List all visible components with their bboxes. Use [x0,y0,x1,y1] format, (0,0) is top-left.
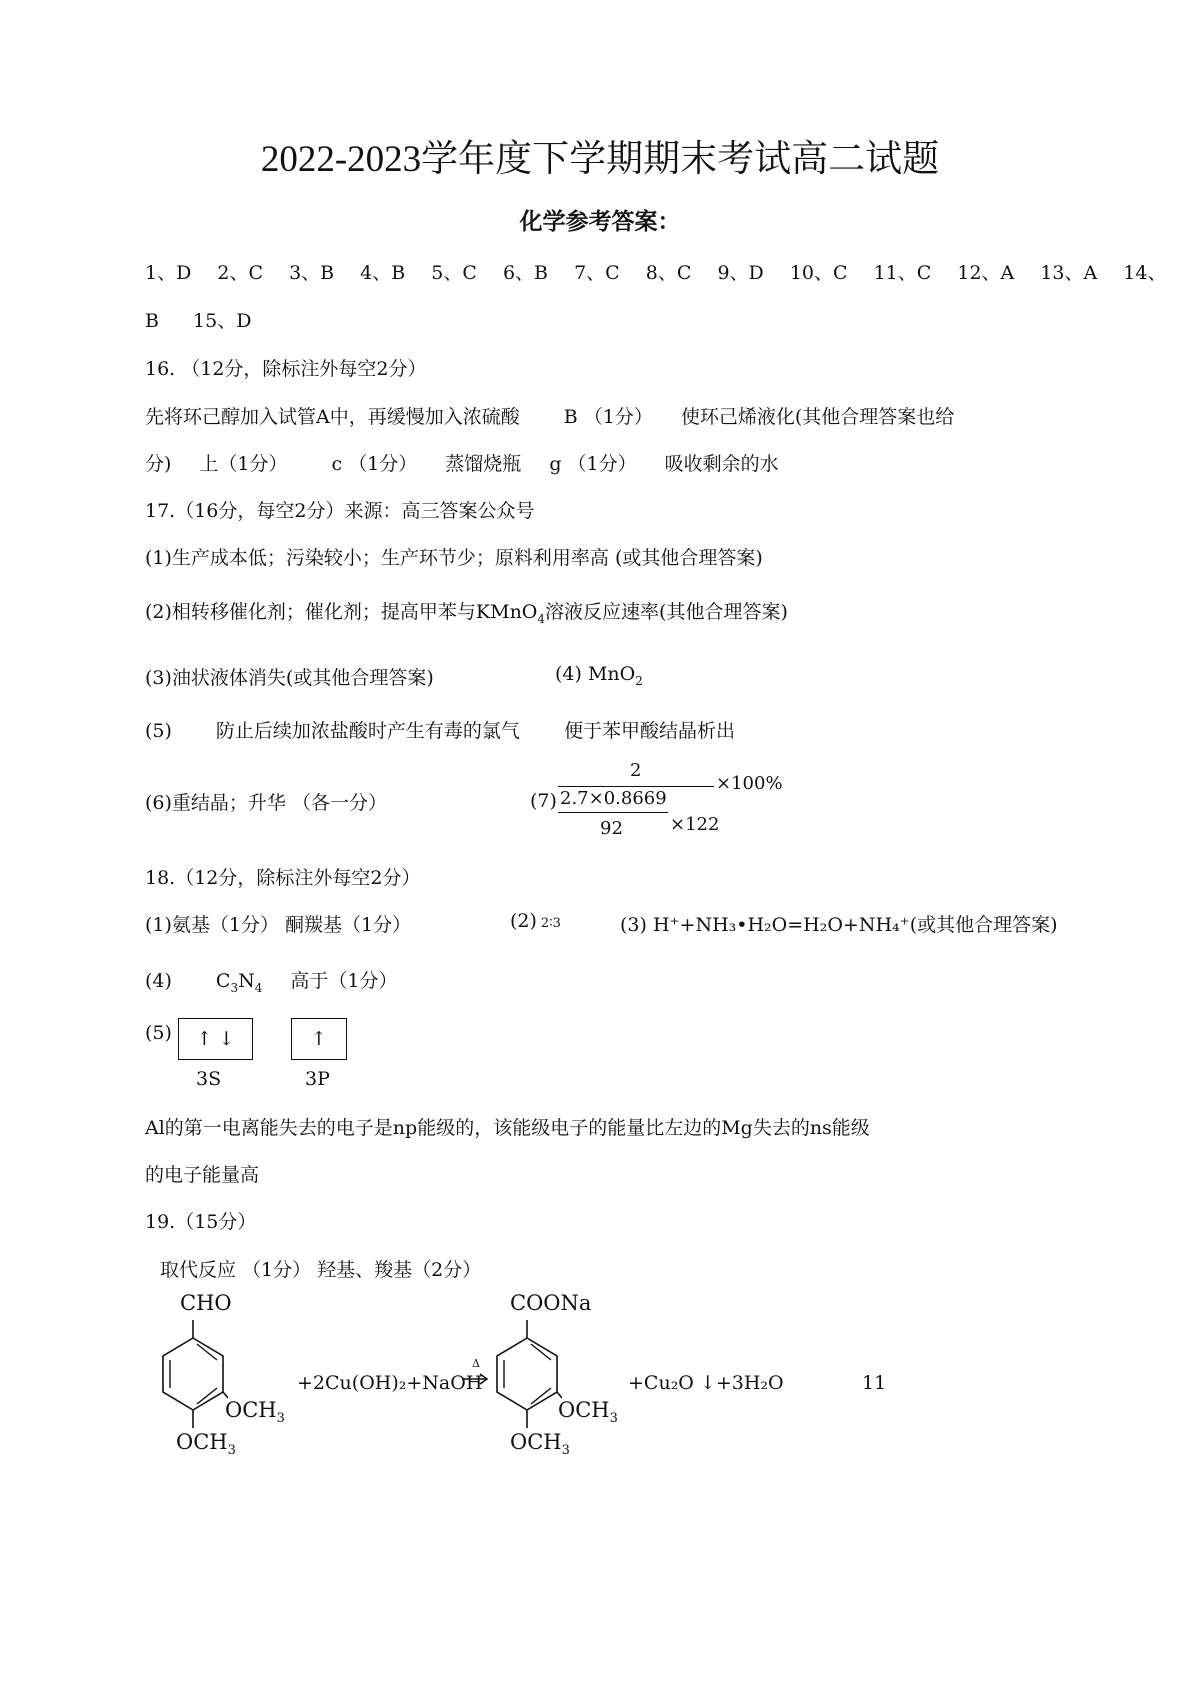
answer-item: 1、D [145,262,192,284]
q17-text: 防止后续加浓盐酸时产生有毒的氯气 [215,720,520,742]
page-subtitle: 化学参考答案： [519,209,681,235]
q18-heading: 18.（12分，除标注外每空2分） [145,867,421,889]
answer-item: 7、C [574,262,620,284]
benzene-ring-icon [158,1320,228,1430]
orbital-label-3s: 3S [196,1068,222,1090]
q18-answer-2 [510,910,561,932]
q17-answer-6: (6)重结晶；升华 （各一分） [145,792,387,814]
q17-heading: 17.（16分，每空2分）来源：高三答案公众号 [145,500,535,522]
q16-text: 先将环己醇加入试管A中，再缓慢加入浓硫酸 [145,406,520,428]
formula: N [238,970,255,992]
q18-answer-4 [145,966,397,995]
subscript: 2 [635,673,643,688]
q16-text: B （1分） [563,406,653,428]
fraction-mult: ×122 [670,814,720,835]
arrow-right-icon [462,1370,490,1388]
answer-item: 12、A [957,262,1015,284]
choice-answers [145,258,1166,285]
q17-answer-1: (1)生产成本低；污染较小；生产环节少；原料利用率高 (或其他合理答案) [145,547,763,569]
fraction-numerator: 2 [630,760,642,781]
answer-item: 15、D [193,310,252,332]
q16-line2 [145,449,779,476]
choice-answers-line2 [145,306,251,333]
q18-text: (2) [510,910,537,932]
orbital-box-3s: ↑ ↓ [178,1018,253,1060]
subscript: 3 [227,1443,236,1459]
fraction-inner-bar [558,812,668,813]
q17-text: (5) [145,720,172,742]
answer-item: 13、A [1040,262,1098,284]
subscript: 4 [254,980,263,995]
orbital-label-3p: 3P [305,1068,330,1090]
formula: OCH [558,1398,610,1422]
answer-item: 11、C [873,262,932,284]
subscript: 3 [609,1411,618,1427]
q16-text: 吸收剩余的水 [664,453,779,475]
formula: C [215,970,231,992]
subscript: 4 [537,611,546,626]
fraction-inner-numerator: 2.7×0.8669 [560,788,667,809]
q17-answer-3: (3)油状液体消失(或其他合理答案) [145,667,434,689]
q18-answer-3: (3) H⁺+NH₃•H₂O=H₂O+NH₄⁺(或其他合理答案) [620,914,1058,936]
q18-text: (4) [145,970,172,992]
q17-text: 便于苯甲酸结晶析出 [563,720,735,742]
answer-item: 14、 [1123,262,1167,284]
q17-answer-4 [555,663,643,688]
q16-text: g （1分） [549,453,637,475]
answer-item: 6、B [502,262,549,284]
reactant-och3-lower [176,1430,236,1458]
reagents: +2Cu(OH)₂+NaOH [297,1372,483,1394]
q16-text: 使环己烯液化(其他合理答案也给 [680,406,955,428]
q17-text: (4) MnO [555,663,636,685]
orbital-box-3p: ↑ [291,1018,347,1060]
reactant-och3-upper [225,1398,285,1426]
q16-text: 蒸馏烧瓶 [445,453,522,475]
page-title: 2022-2023学年度下学期期末考试高二试题 [260,139,940,180]
formula: OCH [176,1430,228,1454]
q16-text: 上（1分） [199,453,288,475]
product-coona-label: COONa [510,1291,592,1315]
answer-item: 10、C [789,262,848,284]
answer-item: 8、C [645,262,692,284]
q19-heading: 19.（15分） [145,1211,257,1233]
reactant-cho-label: CHO [180,1291,232,1315]
benzene-ring-icon [492,1320,562,1430]
subscript: 3 [230,980,239,995]
product-och3-lower [510,1430,570,1458]
q19-answer-11: 11 [862,1372,887,1394]
ratio: 2∶3 [540,916,561,931]
answer-item: 2、C [217,262,264,284]
q17-answer-7-label: (7) [530,790,557,812]
q18-answer-1: (1)氨基（1分） 酮羰基（1分） [145,914,412,936]
q18-text: 高于（1分） [290,970,398,992]
q19-answer-1: 取代反应 （1分） 羟基、羧基（2分） [160,1259,482,1281]
q18-explanation-2: 的电子能量高 [145,1164,260,1186]
formula: OCH [510,1430,562,1454]
answer-item: 9、D [717,262,764,284]
q16-text: c （1分） [331,453,418,475]
q16-heading: 16. （12分，除标注外每空2分） [145,358,427,380]
answer-item: 5、C [431,262,477,284]
answer-item: 3、B [289,262,335,284]
subscript: 3 [276,1411,285,1427]
fraction-percent: ×100% [716,773,783,794]
q16-line1 [145,402,954,429]
subscript: 3 [561,1443,570,1459]
answer-item: B [145,310,159,332]
q16-text: 分) [145,453,172,475]
heat-symbol: Δ [472,1357,480,1370]
q17-text: (2)相转移催化剂；催化剂；提高甲苯与KMnO [145,601,538,623]
q17-answer-5 [145,716,735,743]
q18-explanation-1: Al的第一电离能失去的电子是np能级的，该能级电子的能量比左边的Mg失去的ns能级 [145,1117,870,1139]
answer-item: 4、B [360,262,406,284]
q17-text: 溶液反应速率(其他合理答案) [545,601,788,623]
q17-answer-2 [145,597,788,626]
q18-answer-5-label: (5) [145,1022,172,1044]
fraction-inner-denominator: 92 [600,818,623,839]
fraction-bar [558,786,714,787]
product-och3-upper [558,1398,618,1426]
formula: OCH [225,1398,277,1422]
products: +Cu₂O ↓+3H₂O [628,1372,784,1394]
